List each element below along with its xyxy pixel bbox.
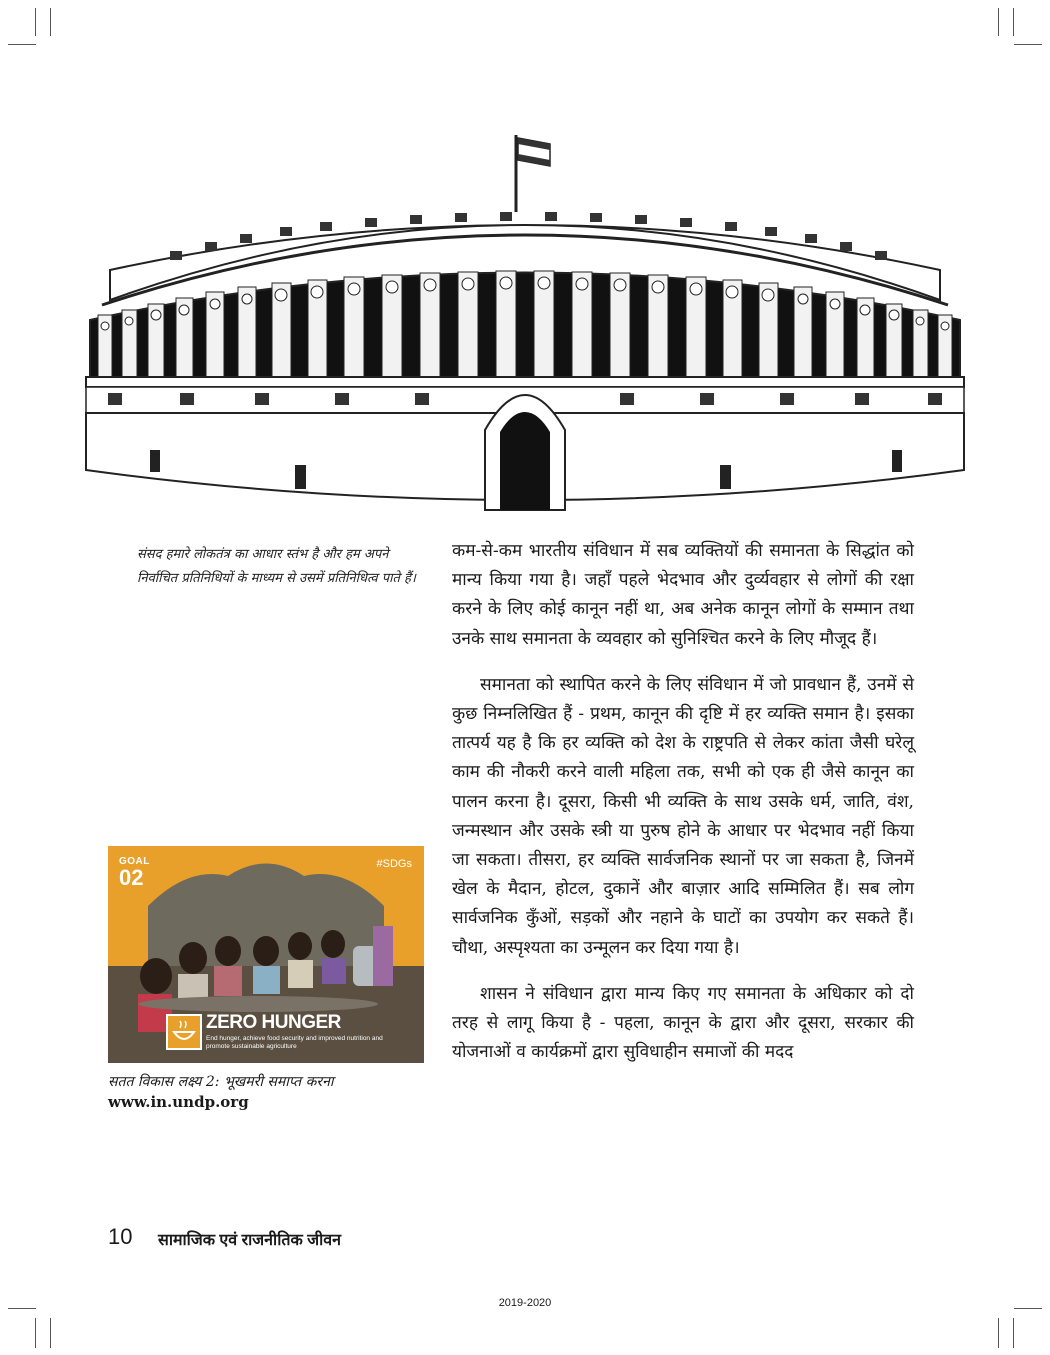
sdg-goal-number: 02 — [119, 865, 144, 890]
parliament-illustration — [80, 130, 970, 520]
crop-mark — [50, 1318, 51, 1348]
sdg-caption: सतत विकास लक्ष्य 2: भूखमरी समाप्त करना — [108, 1074, 334, 1090]
bowl-icon — [166, 1014, 202, 1050]
crop-mark — [998, 1318, 999, 1348]
crop-mark — [998, 8, 999, 36]
year-footer: 2019-2020 — [498, 1297, 552, 1309]
crop-mark — [8, 44, 36, 45]
image-caption: संसद हमारे लोकतंत्र का आधार स्तंभ है और हम अपने निर्वाचित प्रतिनिधियों के माध्यम से उसमें प्रतिनिधित्व पाते हैं। — [137, 547, 416, 586]
crop-mark — [1014, 44, 1042, 45]
body-text — [452, 537, 914, 1084]
page-number: 10 — [108, 1224, 133, 1249]
sdg-goal-badge — [119, 856, 150, 889]
crop-mark — [1013, 8, 1014, 36]
crop-mark — [35, 8, 36, 36]
sdg-description: End hunger, achieve food security and improved nutrition and promote sustainable agriculture — [206, 1035, 383, 1050]
paragraph: समानता को स्थापित करने के लिए संविधान में जो प्रावधान हैं, उनमें से कुछ निम्नलिखित हैं - प्रथम, कानून की दृष्टि में हर व्यक्ति समान है। इसका तात्पर्य यह है कि हर व्यक्ति को देश के राष्ट्रपति से लेकर कांता जैसी घरेलू काम की नौकरी करने वाली महिला तक, सभी को एक ही जैसे कानून का पालन करना है। दूसरा, किसी भी व्यक्ति के साथ उसके धर्म, जाति, वंश, जन्मस्थान और उसके स्त्री या पुरुष होने के आधार पर भेदभाव नहीं किया जा सकता। तीसरा, हर व्यक्ति सार्वजनिक स्थानों पर जा सकता है, जिनमें खेल के मैदान, होटल, दुकानें और बाज़ार आदि सम्मिलित हैं। सब लोग सार्वजनिक कुँओं, सड़कों और नहाने के घाटों का उपयोग कर सकते हैं। चौथा, अस्पृश्यता का उन्मूलन कर दिया गया है। — [452, 674, 914, 958]
sdg-zero-hunger-card — [108, 846, 424, 1063]
sdg-hashtag: #SDGs — [376, 858, 412, 870]
book-title: सामाजिक एवं राजनीतिक जीवन — [158, 1232, 341, 1249]
sdg-goal-label: GOAL — [119, 856, 150, 867]
crop-mark — [35, 1318, 36, 1348]
sdg-url: www.in.undp.org — [108, 1093, 249, 1111]
sdg-title: ZERO HUNGER — [206, 1012, 341, 1033]
crop-mark — [50, 8, 51, 36]
crop-mark — [1013, 1318, 1014, 1348]
paragraph: कम-से-कम भारतीय संविधान में सब व्यक्तियों की समानता के सिद्धांत को मान्य किया गया है। जहाँ पहले भेदभाव और दुर्व्यवहार से लोगों की रक्षा करने के लिए कोई कानून नहीं था, अब अनेक कानून लोगों के सम्मान तथा उनके साथ समानता के व्यवहार को सुनिश्चित करने के लिए मौजूद हैं। — [452, 541, 914, 649]
paragraph: शासन ने संविधान द्वारा मान्य किए गए समानता के अधिकार को दो तरह से लागू किया है - पहला, कानून के द्वारा और दूसरा, सरकार की योजनाओं व कार्यक्रमों द्वारा सुविधाहीन समाजों की मदद — [452, 983, 914, 1063]
